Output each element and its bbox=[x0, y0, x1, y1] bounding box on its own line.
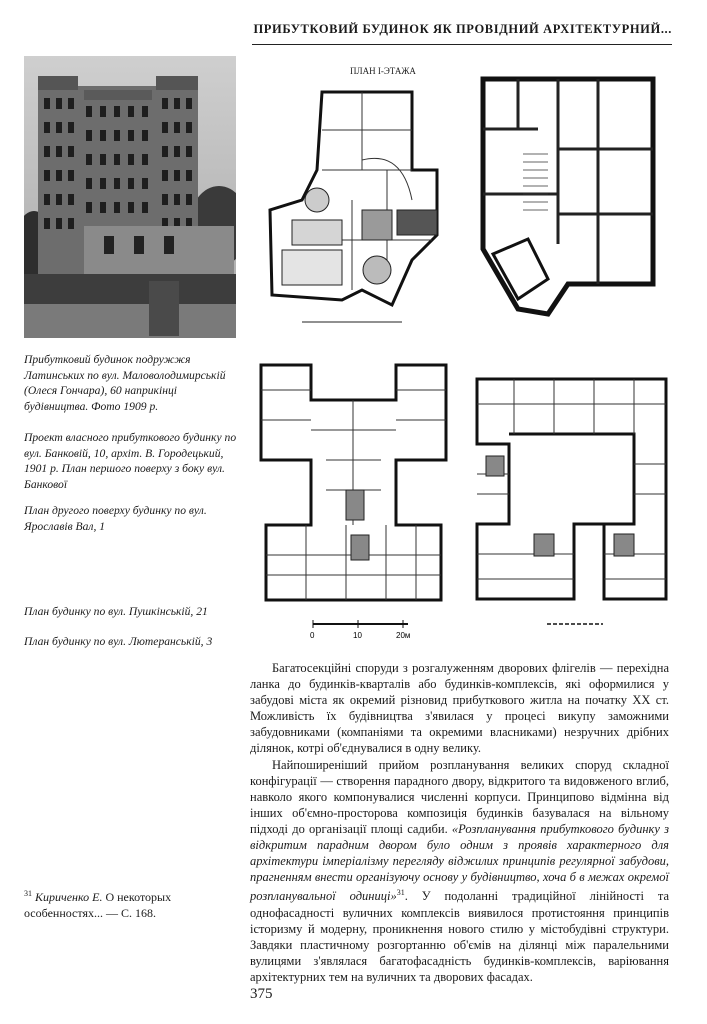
caption-yaroslaviv-val: План другого поверху будинку по вул. Ярославів Вал, 1 bbox=[24, 504, 207, 533]
paragraph-1: Багатосекційні споруди з розгалуженням дворових флігелів — перехідна ланка до будинків-кварталів або будинків-комплексів, які оформилися у забудові міста як окремий різновид прибуткового житла на початку XX ст. Можливість їх будівництва з'явилася у процесі викупу заможними забудовниками (компаніями та окремими власниками) незручних дрібних ділянок, котрі об'єднувалися в одну велику. bbox=[250, 661, 669, 756]
plan-lyuteranska-3 bbox=[474, 374, 670, 610]
footnote-text: О некоторых особенностях... — С. 168. bbox=[24, 890, 172, 920]
caption-pushkinska: План будинку по вул. Пушкінській, 21 bbox=[24, 605, 208, 618]
footnote-number: 31 bbox=[24, 889, 32, 898]
caption-photo: Прибутковий будинок подружжя Латинських по вул. Маловолодимирській (Олеся Гончара), 60 наприкінці будівництва. Фото 1909 р. bbox=[24, 353, 226, 413]
scale-ten: 10 bbox=[353, 631, 362, 640]
plan-bankova-10 bbox=[262, 60, 452, 328]
running-header: ПРИБУТКОВИЙ БУДИНОК ЯК ПРОВІДНИЙ АРХІТЕКТУРНИЙ... bbox=[252, 22, 672, 45]
paragraph-2-end: . У подоланні традиційної лінійності та однофасадності вуличних комплексів виявилося протистояння принципів історизму й модерну, проникнення нового стилю у містобудівні структури. Завдяки пластичному розгортанню об'ємів на ділянці між паралельними вулицями з'являлася багатофасадність будинків-комплексів, варіювання архітектурних тем на вуличних та дворових фасадах. bbox=[250, 889, 669, 984]
plan-title: ПЛАН І-ЭТАЖА bbox=[350, 66, 416, 76]
caption-bankova: Проект власного прибуткового будинку по вул. Банковій, 10, архіт. В. Городецький, 1901 р. План першого поверху з боку вул. Банкової bbox=[24, 431, 237, 491]
quote: «Розпланування прибуткового будинку з відкритим парадним двором було одним з проявів характерного для архітектури імперіалізму перегляду віджилих принципів регулярної забудови, прагненням внести організуючу основу у будівництво, хоча б в межах окремої розпланувальної одиниці» bbox=[250, 821, 670, 904]
paragraph-2 bbox=[250, 757, 669, 985]
paragraph-2-start: Найпоширеніший прийом розпланування великих споруд складної конфігурації — створення парадного двору, відкритого та видовженого вглиб, навколо якого компонувалися численні корпуси. Принципово відмінна від інших об'ємно-просторова композиція будинків базувалася на вільному підході до організації площі садиби. bbox=[250, 757, 669, 836]
plan-pushkinska-21 bbox=[256, 360, 454, 608]
footnote bbox=[24, 886, 224, 921]
scale-bar-small bbox=[545, 618, 605, 632]
scale-zero: 0 bbox=[310, 631, 315, 640]
scale-twenty: 20м bbox=[396, 631, 411, 640]
plan-yaroslaviv-val-1 bbox=[478, 74, 658, 322]
page-number: 375 bbox=[250, 986, 273, 1002]
footnote-author: Кириченко Е. bbox=[35, 890, 103, 904]
footnote-ref: 31 bbox=[396, 888, 405, 898]
building-photo bbox=[24, 56, 236, 338]
scale-bar bbox=[308, 618, 418, 640]
caption-lyuteranska: План будинку по вул. Лютеранській, 3 bbox=[24, 635, 213, 648]
body-text bbox=[250, 660, 669, 985]
